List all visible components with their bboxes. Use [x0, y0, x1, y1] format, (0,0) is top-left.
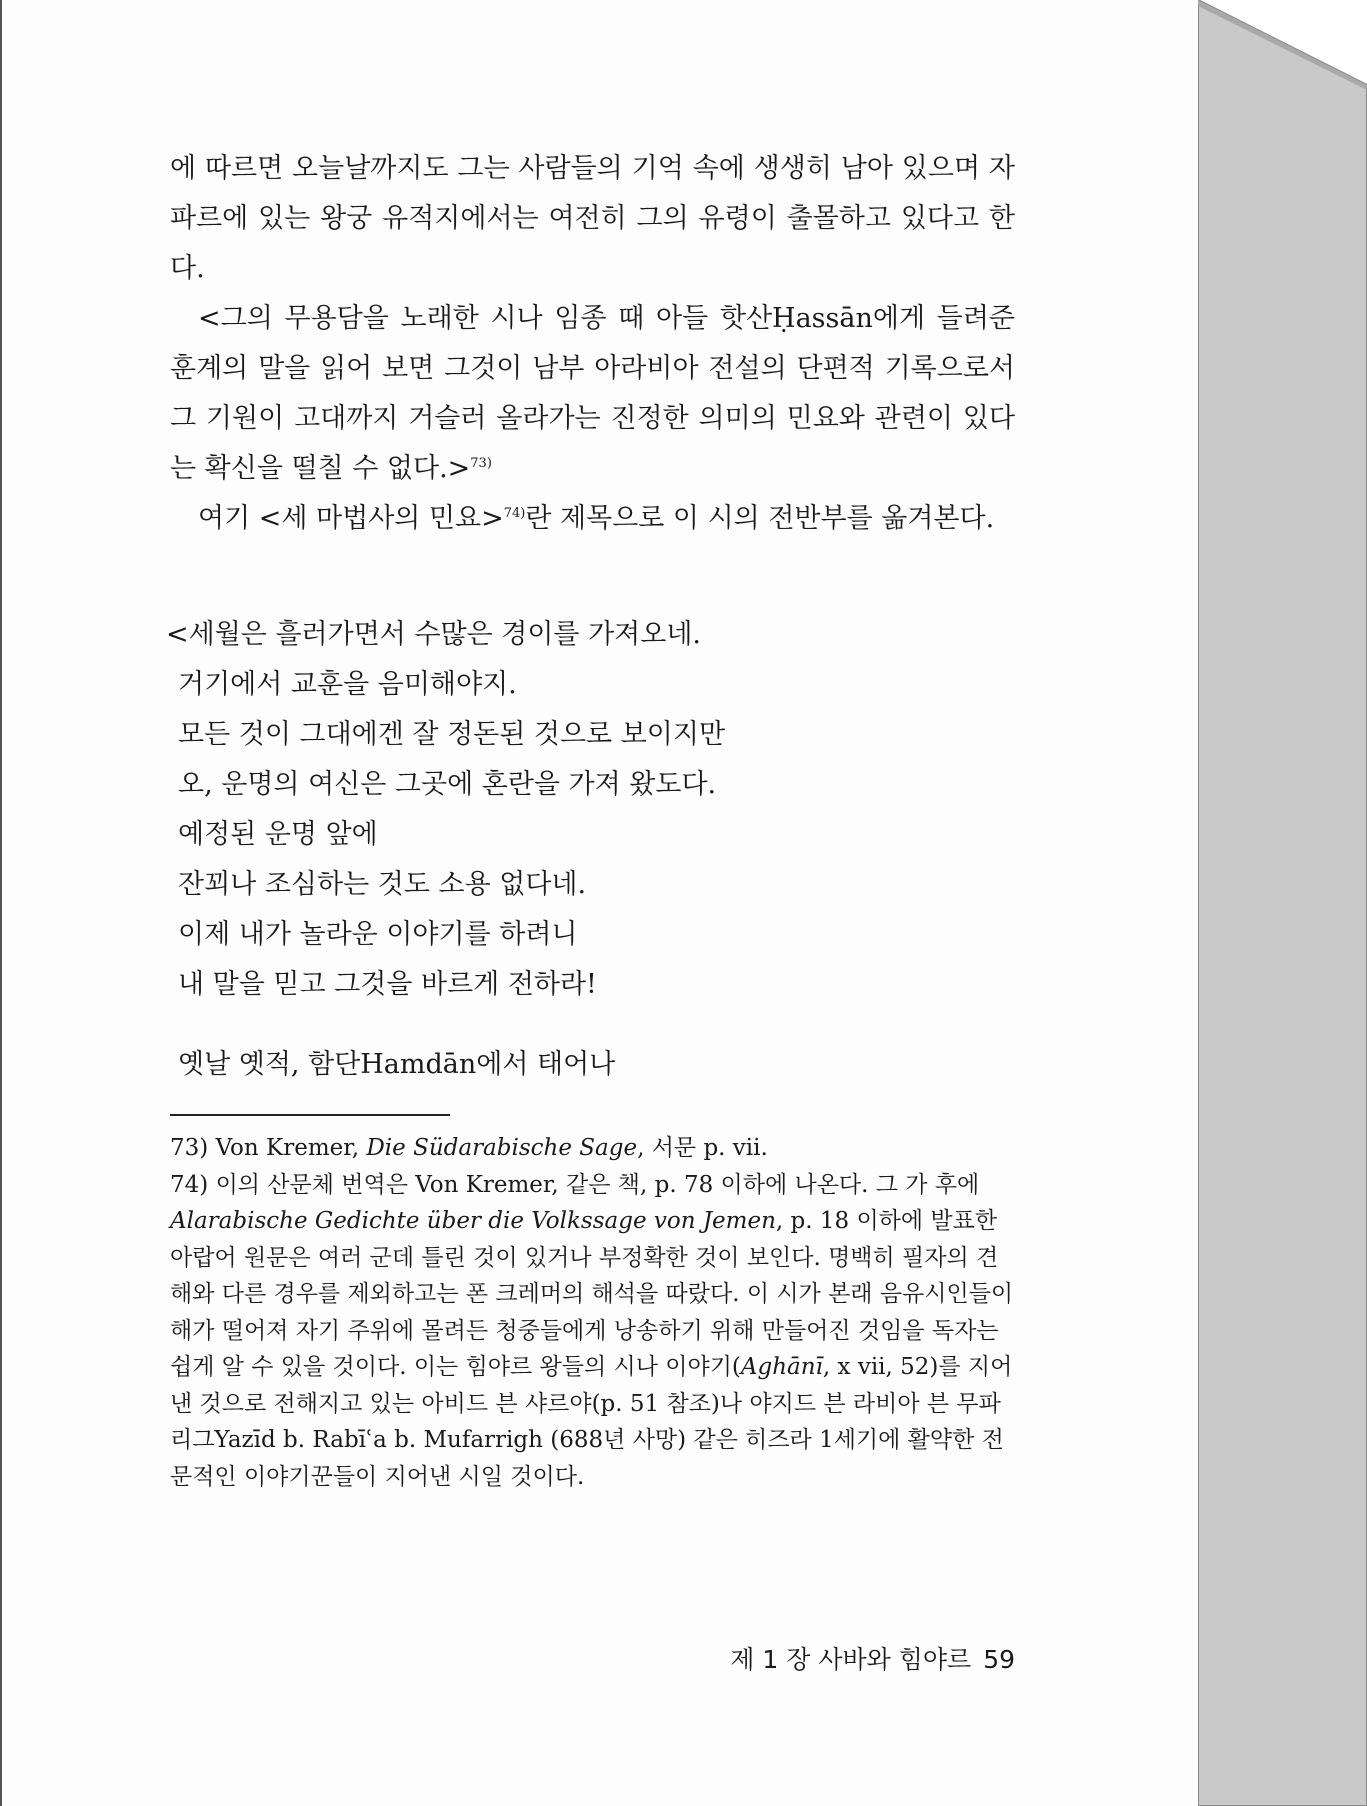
paragraph-3-text-a: 여기 <세 마법사의 민요>	[198, 503, 504, 534]
poem-line: 모든 것이 그대에겐 잘 정돈된 것으로 보이지만	[178, 719, 726, 750]
footnote-73-text-b: , 서문 p. vii.	[637, 1135, 768, 1161]
paragraph-2-text: <그의 무용담을 노래한 시나 임종 때 아들 핫산Ḥassān에게 들려준 훈계의 말을 읽어 보면 그것이 남부 아라비아 전설의 단편적 기록으로서 그 기원이 고대까지 거슬러 올라가는 진정한 의미의 민요와 관련이 있다는 확신을 떨칠 수 없다.>	[170, 303, 1015, 484]
poem-line: 옛날 옛적, 함단Hamdān에서 태어나	[178, 1049, 616, 1080]
book-edge	[1198, 0, 1367, 1806]
paragraph-2	[170, 294, 1015, 494]
page-number: 59	[983, 1645, 1015, 1674]
footnote-ref-73: 73)	[470, 456, 492, 471]
running-footer	[718, 1640, 1015, 1676]
poem-line: 이제 내가 놀라운 이야기를 하려니	[178, 919, 578, 950]
poem-line: 오, 운명의 여신은 그곳에 혼란을 가져 왔도다.	[178, 769, 717, 800]
footnote-73-number: 73)	[170, 1135, 209, 1161]
footnotes	[170, 1130, 1015, 1495]
paragraph-3-text-b: 란 제목으로 이 시의 전반부를 옮겨본다.	[525, 503, 995, 534]
footnote-73-book-title: Die Südarabische Sage	[366, 1135, 638, 1161]
paragraph-1: 에 따르면 오늘날까지도 그는 사람들의 기억 속에 생생히 남아 있으며 자파르에 있는 왕궁 유적지에서는 여전히 그의 유령이 출몰하고 있다고 한다.	[170, 153, 1015, 284]
footnote-74	[170, 1167, 1015, 1496]
poem-block	[166, 610, 726, 1090]
footnote-74-source: Aghānī	[740, 1354, 823, 1380]
body-text	[170, 144, 1015, 544]
poem-line: 내 말을 믿고 그것을 바르게 전하라!	[178, 969, 597, 1000]
footnote-divider	[170, 1114, 450, 1116]
footnote-73-text-a: Von Kremer,	[215, 1135, 360, 1161]
poem-line: <세월은 흘러가면서 수많은 경이를 가져오네.	[166, 619, 702, 650]
footnote-73	[170, 1130, 1015, 1167]
footnote-74-number: 74)	[170, 1171, 209, 1198]
poem-line: 잔꾀나 조심하는 것도 소용 없다네.	[178, 869, 587, 900]
chapter-label: 제 1 장 사바와 힘야르	[730, 1645, 972, 1674]
footnote-74-text-c: , x vii, 52)를 지어낸 것으로 전해지고 있는 아비드 븐 샤르야(p. 51 참조)나 야지드 븐 라비아 븐 무파리그Yazīd b. Rabīʿa b. Mufarrigh (688년 사망) 같은 히즈라 1세기에 활약한 전문적인 이야기꾼들이 지어낸 시일 것이다.	[170, 1354, 1013, 1490]
footnote-ref-74: 74)	[503, 506, 526, 521]
footnote-74-text-a: 이의 산문체 번역은 Von Kremer, 같은 책, p. 78 이하에 나온다. 그 가 후에	[215, 1171, 980, 1198]
poem-line: 예정된 운명 앞에	[178, 819, 378, 850]
footnote-74-text-b: , p. 18 이하에 발표한 아랍어 원문은 여러 군데 틀린 것이 있거나 부정확한 것이 보인다. 명백히 필자의 견해와 다른 경우를 제외하고는 폰 크레머의 해석을 따랐다. 이 시가 본래 음유시인들이 해가 떨어져 자기 주위에 몰려든 청중들에게 낭송하기 위해 만들어진 것임을 독자는 쉽게 알 수 있을 것이다. 이는 힘야르 왕들의 시나 이야기(	[170, 1208, 1014, 1380]
paragraph-3	[170, 494, 1015, 544]
poem-line: 거기에서 교훈을 음미해야지.	[178, 669, 517, 700]
footnote-74-book-title: Alarabische Gedichte über die Volkssage von Jemen	[170, 1208, 776, 1234]
